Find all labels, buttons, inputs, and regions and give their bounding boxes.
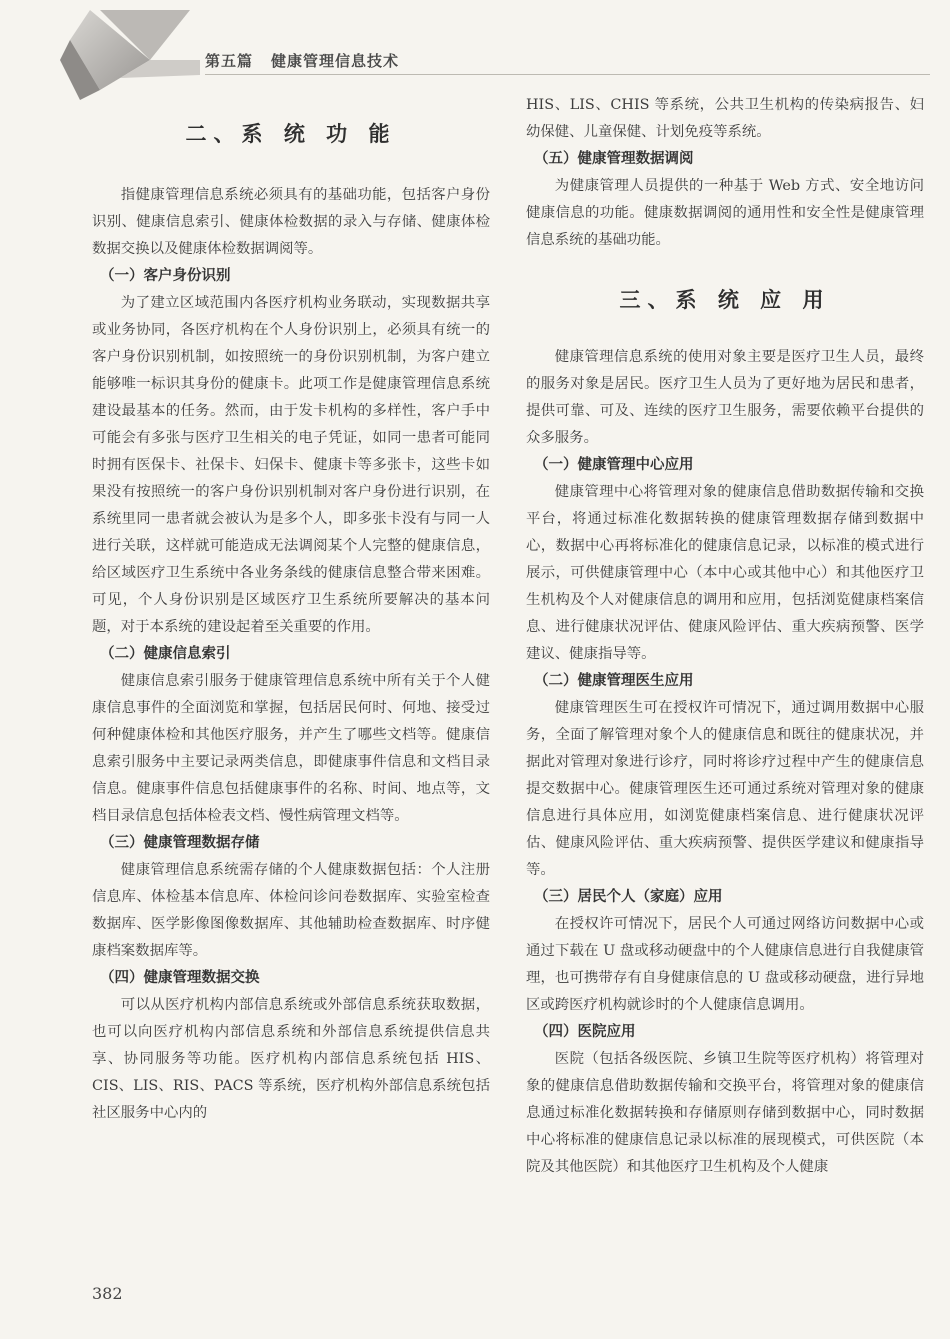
left-column: [92, 92, 490, 1127]
subheading-doctor-app: （二）健康管理医生应用: [534, 673, 694, 689]
subheading-data-storage: （三）健康管理数据存储: [100, 835, 260, 851]
subheading-data-access: （五）健康管理数据调阅: [534, 151, 694, 167]
header-divider: [205, 74, 930, 75]
page-number: 382: [92, 1284, 123, 1303]
header-title: 健康管理信息技术: [271, 52, 400, 70]
functions-intro: 指健康管理信息系统必须具有的基础功能，包括客户身份识别、健康信息索引、健康体检数据的录入与存储、健康体检数据交换以及健康体检数据调阅等。: [92, 187, 490, 257]
applications-intro: 健康管理信息系统的使用对象主要是医疗卫生人员，最终的服务对象是居民。医疗卫生人员为了更好地为居民和患者，提供可靠、可及、连续的医疗卫生服务，需要依赖平台提供的众多服务。: [526, 349, 924, 446]
section-title-applications: 三、系 统 应 用: [619, 287, 831, 312]
data-access-text: 为健康管理人员提供的一种基于 Web 方式、安全地访问健康信息的功能。健康数据调阅的通用性和安全性是健康管理信息系统的基础功能。: [526, 178, 924, 248]
right-column: [526, 92, 924, 1181]
subheading-center-app: （一）健康管理中心应用: [534, 457, 694, 473]
subheading-resident-app: （三）居民个人（家庭）应用: [534, 889, 723, 905]
data-storage-text: 健康管理信息系统需存储的个人健康数据包括：个人注册信息库、体检基本信息库、体检问诊问卷数据库、实验室检查数据库、医学影像图像数据库、其他辅助检查数据库、时序健康档案数据库等。: [92, 862, 490, 959]
resident-app-text: 在授权许可情况下，居民个人可通过网络访问数据中心或通过下载在 U 盘或移动硬盘中的个人健康信息进行自我健康管理，也可携带存有自身健康信息的 U 盘或移动硬盘，进行异地区或跨医疗机构就诊时的个人健康信息调用。: [526, 916, 924, 1013]
health-index-text: 健康信息索引服务于健康管理信息系统中所有关于个人健康信息事件的全面浏览和掌握，包括居民何时、何地、接受过何种健康体检和其他医疗服务，并产生了哪些文档等。健康信息索引服务中主要记录两类信息，即健康事件信息和文档目录信息。健康事件信息包括健康事件的名称、时间、地点等，文档目录信息包括体检表文档、慢性病管理文档等。: [92, 673, 490, 824]
header-part: 第五篇: [205, 52, 254, 70]
subheading-data-exchange: （四）健康管理数据交换: [100, 970, 260, 986]
subheading-client-id: （一）客户身份识别: [100, 268, 231, 284]
subheading-hospital-app: （四）医院应用: [534, 1024, 636, 1040]
subheading-health-index: （二）健康信息索引: [100, 646, 231, 662]
running-header: [205, 50, 399, 71]
center-app-text: 健康管理中心将管理对象的健康信息借助数据传输和交换平台，将通过标准化数据转换的健康管理数据存储到数据中心，数据中心再将标准化的健康信息记录，以标准的模式进行展示，可供健康管理中心（本中心或其他中心）和其他医疗卫生机构及个人对健康信息的调用和应用，包括浏览健康档案信息、进行健康状况评估、健康风险评估、重大疾病预警、医学建议、健康指导等。: [526, 484, 924, 662]
section-title-functions: 二、系 统 功 能: [185, 121, 397, 146]
doctor-app-text: 健康管理医生可在授权许可情况下，通过调用数据中心服务，全面了解管理对象个人的健康信息和既往的健康状况，并据此对管理对象进行诊疗，同时将诊疗过程中产生的健康信息提交数据中心。健康管理医生还可通过系统对管理对象的健康信息进行具体应用，如浏览健康档案信息、进行健康状况评估、健康风险评估、重大疾病预警、提供医学建议和健康指导等。: [526, 700, 924, 878]
data-exchange-continuation: HIS、LIS、CHIS 等系统，公共卫生机构的传染病报告、妇幼保健、儿童保健、计划免疫等系统。: [526, 97, 924, 140]
client-id-text: 为了建立区域范围内各医疗机构业务联动，实现数据共享或业务协同，各医疗机构在个人身份识别上，必须具有统一的客户身份识别机制，如按照统一的身份识别机制，为客户建立能够唯一标识其身份的健康卡。此项工作是健康管理信息系统建设最基本的任务。然而，由于发卡机构的多样性，客户手中可能会有多张与医疗卫生相关的电子凭证，如同一患者可能同时拥有医保卡、社保卡、妇保卡、健康卡等多张卡，这些卡如果没有按照统一的客户身份识别机制对客户身份进行识别，在系统里同一患者就会被认为是多个人，即多张卡没有与同一人进行关联，这样就可能造成无法调阅某个人完整的健康信息，给区域医疗卫生系统中各业务条线的健康信息整合带来困难。可见，个人身份识别是区域医疗卫生系统所要解决的基本问题，对于本系统的建设起着至关重要的作用。: [92, 295, 490, 635]
data-exchange-text: 可以从医疗机构内部信息系统或外部信息系统获取数据，也可以向医疗机构内部信息系统和外部信息系统提供信息共享、协同服务等功能。医疗机构内部信息系统包括 HIS、CIS、LIS、RIS、PACS 等系统，医疗机构外部信息系统包括社区服务中心内的: [92, 997, 490, 1121]
hospital-app-text: 医院（包括各级医院、乡镇卫生院等医疗机构）将管理对象的健康信息借助数据传输和交换平台，将管理对象的健康信息通过标准化数据转换和存储原则存储到数据中心，同时数据中心将标准的健康信息记录以标准的展现模式，可供医院（本院及其他医院）和其他医疗卫生机构及个人健康: [526, 1051, 924, 1175]
